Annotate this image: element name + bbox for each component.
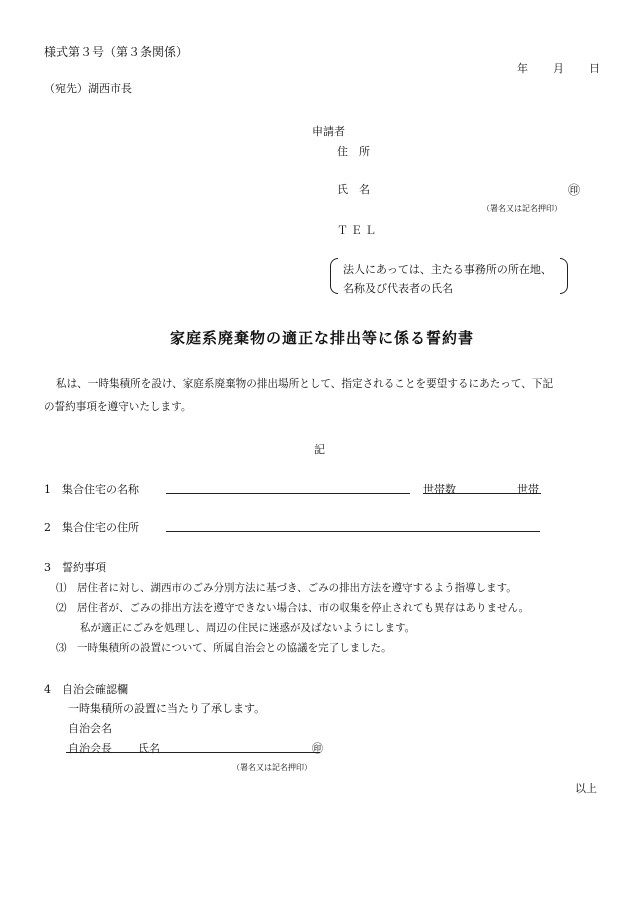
chief-sign-note: （署名又は記名押印）	[232, 763, 312, 772]
pledge-2: ⑵ 居住者が、ごみの排出方法を遵守できない場合は、市の収集を停止されても異存はありません。	[56, 602, 530, 614]
ki-heading: 記	[314, 443, 325, 456]
assoc-name-label: 自治会名	[68, 722, 112, 735]
chief-name-label: 氏名	[138, 742, 160, 755]
pledge-3: ⑶ 一時集積所の設置について、所属自治会との協議を完了しました。	[56, 642, 392, 654]
tel-label: ＴＥＬ	[337, 224, 379, 237]
intro-line1: 私は、一時集積所を設け、家庭系廃棄物の排出場所として、指定されることを要望するにあたって、下記	[56, 378, 554, 390]
chief-seal-icon: ㊞	[312, 742, 323, 755]
corp-note-line2: 名称及び代表者の氏名	[343, 282, 453, 295]
item4-label: 4 自治会確認欄	[44, 683, 128, 696]
addressee: （宛先）湖西市長	[44, 82, 132, 95]
item2-label: 2 集合住宅の住所	[44, 521, 139, 534]
date-month: 月	[553, 62, 564, 75]
sign-note: （署名又は記名押印）	[482, 204, 562, 213]
pledge-1: ⑴ 居住者に対し、湖西市のごみ分別方法に基づき、ごみの排出方法を遵守するよう指導します。	[56, 582, 517, 594]
bracket-right	[560, 258, 568, 294]
pledge-2b: 私が適正にごみを処理し、周辺の住民に迷惑が及ばないようにします。	[80, 622, 416, 634]
intro-line2: の誓約事項を遵守いたします。	[44, 401, 192, 413]
item1-name-line[interactable]	[166, 493, 410, 494]
item1-label: 1 集合住宅の名称	[44, 483, 139, 496]
address-label: 住 所	[337, 145, 370, 158]
chief-label: 自治会長	[68, 742, 112, 755]
bracket-left	[330, 258, 338, 294]
chief-signature-line[interactable]	[66, 752, 320, 753]
page-title: 家庭系廃棄物の適正な排出等に係る誓約書	[170, 329, 475, 347]
consent-text: 一時集積所の設置に当たり了承します。	[68, 702, 266, 715]
item2-address-line[interactable]	[166, 531, 540, 532]
date-day: 日	[589, 62, 600, 75]
item3-label: 3 誓約事項	[44, 561, 106, 574]
households-label: 世帯数	[423, 483, 456, 496]
form-number: 様式第３号（第３条関係）	[44, 45, 189, 59]
households-unit: 世帯	[517, 483, 539, 496]
corp-note-line1: 法人にあっては、主たる事務所の所在地、	[343, 263, 552, 276]
closing: 以上	[575, 782, 597, 795]
seal-icon: ㊞	[568, 183, 581, 197]
name-label: 氏 名	[337, 183, 370, 196]
applicant-heading: 申請者	[312, 125, 345, 138]
date-year: 年	[517, 62, 528, 75]
